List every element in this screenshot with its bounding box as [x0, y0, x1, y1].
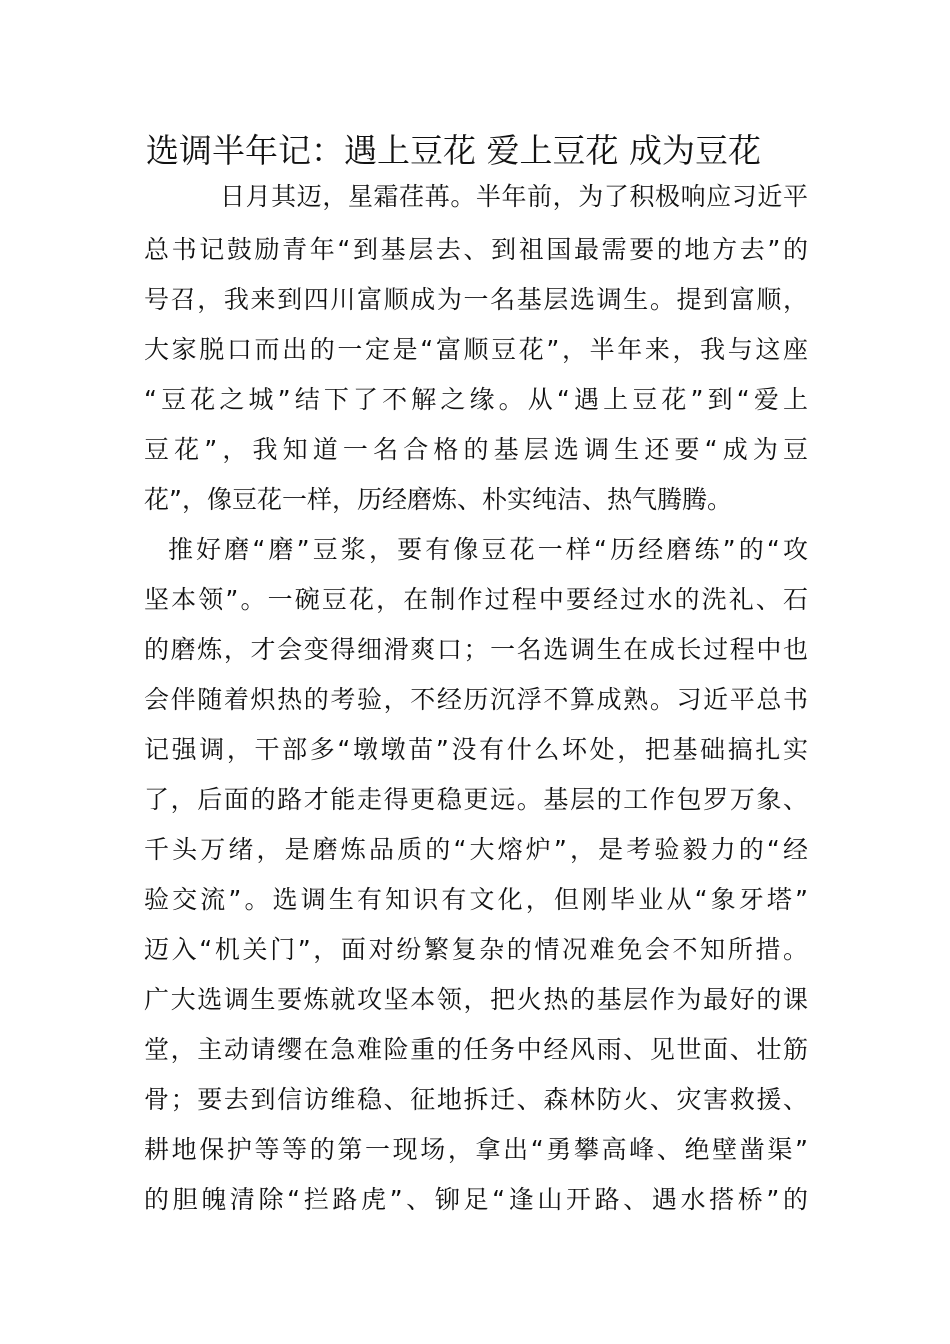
paragraph-line: 总书记鼓励青年“到基层去、到祖国最需要的地方去”的	[144, 235, 808, 264]
paragraph-line: 骨；要去到信访维稳、征地拆迁、森林防火、灾害救援、	[144, 1085, 808, 1114]
paragraph-line: 千头万绪，是磨炼品质的“大熔炉”，是考验毅力的“经	[144, 835, 808, 864]
paragraph-line: 大家脱口而出的一定是“富顺豆花”，半年来，我与这座	[144, 335, 808, 364]
paragraph-line: 坚本领”。一碗豆花，在制作过程中要经过水的洗礼、石	[144, 585, 808, 614]
document-title: 选调半年记：遇上豆花 爱上豆花 成为豆花	[146, 131, 761, 170]
paragraph-line: 堂，主动请缨在急难险重的任务中经风雨、见世面、壮筋	[144, 1035, 808, 1064]
paragraph-line: 推好磨“磨”豆浆，要有像豆花一样“历经磨练”的“攻	[168, 535, 808, 564]
paragraph-line: 花”，像豆花一样，历经磨炼、朴实纯洁、热气腾腾。	[144, 485, 732, 514]
paragraph-line: 号召，我来到四川富顺成为一名基层选调生。提到富顺，	[144, 285, 808, 314]
paragraph-line: 会伴随着炽热的考验，不经历沉浮不算成熟。习近平总书	[144, 685, 808, 714]
paragraph-line: 耕地保护等等的第一现场，拿出“勇攀高峰、绝壁凿渠”	[144, 1135, 808, 1164]
paragraph-line: 的胆魄清除“拦路虎”、铆足“逢山开路、遇水搭桥”的	[144, 1185, 808, 1214]
paragraph-line: 迈入“机关门”，面对纷繁复杂的情况难免会不知所措。	[144, 935, 808, 964]
paragraph-line: 记强调，干部多“墩墩苗”没有什么坏处，把基础搞扎实	[144, 735, 808, 764]
paragraph-line: 验交流”。选调生有知识有文化，但刚毕业从“象牙塔”	[144, 885, 808, 914]
paragraph-line: 广大选调生要炼就攻坚本领，把火热的基层作为最好的课	[144, 985, 808, 1014]
paragraph-line: “豆花之城”结下了不解之缘。从“遇上豆花”到“爱上	[144, 385, 808, 414]
paragraph-line: 的磨炼，才会变得细滑爽口；一名选调生在成长过程中也	[144, 635, 808, 664]
paragraph-line: 豆花”，我知道一名合格的基层选调生还要“成为豆	[144, 435, 808, 464]
paragraph-line: 了，后面的路才能走得更稳更远。基层的工作包罗万象、	[144, 785, 808, 814]
paragraph-line: 日月其迈，星霜荏苒。半年前，为了积极响应习近平	[220, 182, 808, 211]
